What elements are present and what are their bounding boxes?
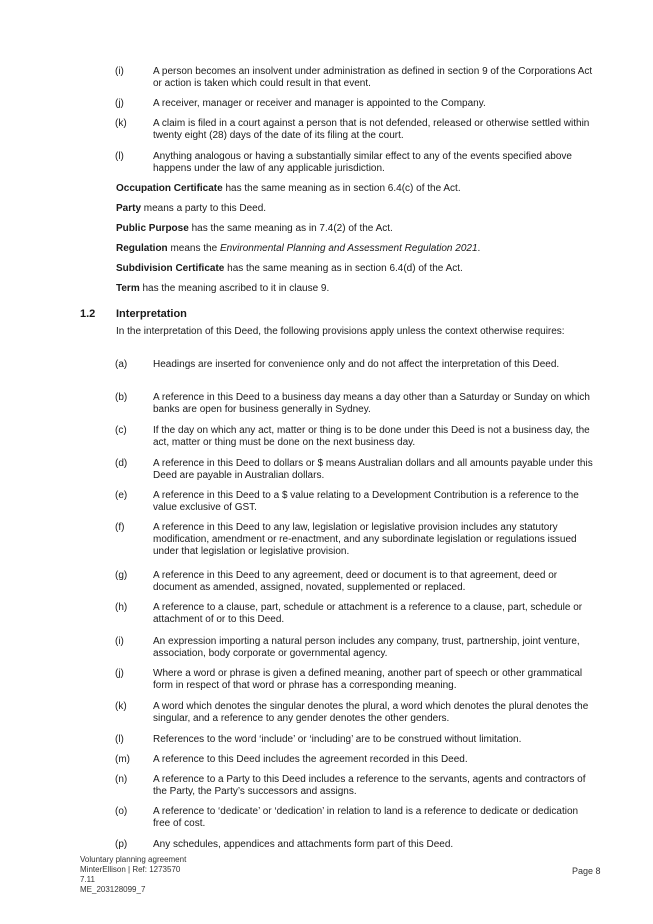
item-text: A reference to a Party to this Deed includes a reference to the servants, agents and contractors of the Party, the Party’s successors and assigns. xyxy=(153,774,586,797)
item-text: A word which denotes the singular denotes the plural, a word which denotes the plural denotes the singular, and a reference to any gender denotes the other genders. xyxy=(153,701,589,724)
definition-text: has the same meaning as in section 6.4(c) of the Act. xyxy=(222,183,461,194)
definition xyxy=(116,263,596,275)
definition xyxy=(116,183,596,195)
footer-ref: MinterEllison | Ref: 1273570 xyxy=(80,865,181,874)
definition-term: Subdivision Certificate xyxy=(116,263,225,274)
definition-text: means a party to this Deed. xyxy=(141,203,267,214)
item-label: (l) xyxy=(115,151,124,162)
item-label: (i) xyxy=(115,636,124,647)
footer-doc-id: ME_203128099_7 xyxy=(80,885,146,894)
definition-text: has the same meaning as in section 6.4(d) of the Act. xyxy=(224,263,463,274)
item-text: A reference in this Deed to any law, legislation or legislative provision includes any statutory modification, amendment or re-enactment, and any subordinate legislation or regulations issued under that legislation or legislative provision. xyxy=(153,522,577,557)
item-label: (g) xyxy=(115,570,128,581)
definition xyxy=(116,283,596,295)
item-label: (i) xyxy=(115,66,124,77)
item-label: (f) xyxy=(115,522,125,533)
footer-title: Voluntary planning agreement xyxy=(80,855,187,864)
definition-term: Occupation Certificate xyxy=(116,183,223,194)
definition-text: has the same meaning as in 7.4(2) of the Act. xyxy=(188,223,393,234)
item-label: (c) xyxy=(115,425,127,436)
item-label: (n) xyxy=(115,774,128,785)
item-text: A person becomes an insolvent under administration as defined in section 9 of the Corporations Act or action is taken which could result in that event. xyxy=(153,66,593,89)
item-label: (j) xyxy=(115,98,124,109)
item-text: A reference in this Deed to a business day means a day other than a Saturday or Sunday on which banks are open for business generally in Sydney. xyxy=(153,392,590,415)
item-text: A reference to this Deed includes the agreement recorded in this Deed. xyxy=(153,754,468,765)
item-label: (d) xyxy=(115,458,128,469)
definition-term: Term xyxy=(116,283,140,294)
item-label: (h) xyxy=(115,602,128,613)
section-intro: In the interpretation of this Deed, the following provisions apply unless the context otherwise requires: xyxy=(116,326,565,337)
item-text: A reference to ‘dedicate’ or ‘dedication’ in relation to land is a reference to dedicate or dedication free of cost. xyxy=(153,806,579,829)
item-text: If the day on which any act, matter or thing is to be done under this Deed is not a business day, the act, matter or thing must be done on the next business day. xyxy=(153,425,590,448)
item-text: References to the word ‘include’ or ‘including’ are to be construed without limitation. xyxy=(153,734,522,745)
item-text: Anything analogous or having a substantially similar effect to any of the events specified above happens under the law of any applicable jurisdiction. xyxy=(153,151,572,174)
page-number: Page 8 xyxy=(572,866,601,876)
item-label: (m) xyxy=(115,754,130,765)
item-text: A reference to a clause, part, schedule or attachment is a reference to a clause, part, schedule or attachment of or to this Deed. xyxy=(153,602,583,625)
definition-text: means the xyxy=(167,243,220,254)
definition-text: has the meaning ascribed to it in clause 9. xyxy=(139,283,330,294)
section-title: Interpretation xyxy=(116,308,187,320)
item-text: An expression importing a natural person includes any company, trust, partnership, joint venture, association, body corporate or governmental agency. xyxy=(153,636,580,659)
item-text: A reference in this Deed to any agreement, deed or document is to that agreement, deed or document as amended, assigned, novated, supplemented or replaced. xyxy=(153,570,558,593)
item-text: Any schedules, appendices and attachments form part of this Deed. xyxy=(153,839,454,850)
regulation-title: Environmental Planning and Assessment Regulation 2021 xyxy=(219,243,478,254)
item-label: (b) xyxy=(115,392,128,403)
item-label: (k) xyxy=(115,118,127,129)
definition-term: Party xyxy=(116,203,142,214)
item-label: (e) xyxy=(115,490,128,501)
item-text: Headings are inserted for convenience only and do not affect the interpretation of this Deed. xyxy=(153,359,560,370)
item-text: A receiver, manager or receiver and manager is appointed to the Company. xyxy=(153,98,486,109)
definition-term: Regulation xyxy=(116,243,168,254)
item-text: A reference in this Deed to a $ value relating to a Development Contribution is a reference to the value exclusive of GST. xyxy=(153,490,579,513)
item-label: (o) xyxy=(115,806,128,817)
item-label: (j) xyxy=(115,668,124,679)
item-label: (a) xyxy=(115,359,128,370)
footer-version: 7.11 xyxy=(80,875,95,884)
definition xyxy=(116,203,596,215)
definition xyxy=(116,243,596,255)
item-text: A reference in this Deed to dollars or $ means Australian dollars and all amounts payable under this Deed are payable in Australian dollars. xyxy=(153,458,593,481)
definition xyxy=(116,223,596,235)
item-text: Where a word or phrase is given a defined meaning, another part of speech or other grammatical form in respect of that word or phrase has a corresponding meaning. xyxy=(153,668,583,691)
page-footer xyxy=(80,855,186,895)
item-text: A claim is filed in a court against a person that is not defended, released or otherwise settled within twenty eight (28) days of the date of its filing at the court. xyxy=(153,118,590,141)
definition-tail: . xyxy=(477,243,481,254)
definition-term: Public Purpose xyxy=(116,223,189,234)
item-label: (l) xyxy=(115,734,124,745)
item-label: (p) xyxy=(115,839,128,850)
section-number: 1.2 xyxy=(80,308,96,320)
item-label: (k) xyxy=(115,701,127,712)
